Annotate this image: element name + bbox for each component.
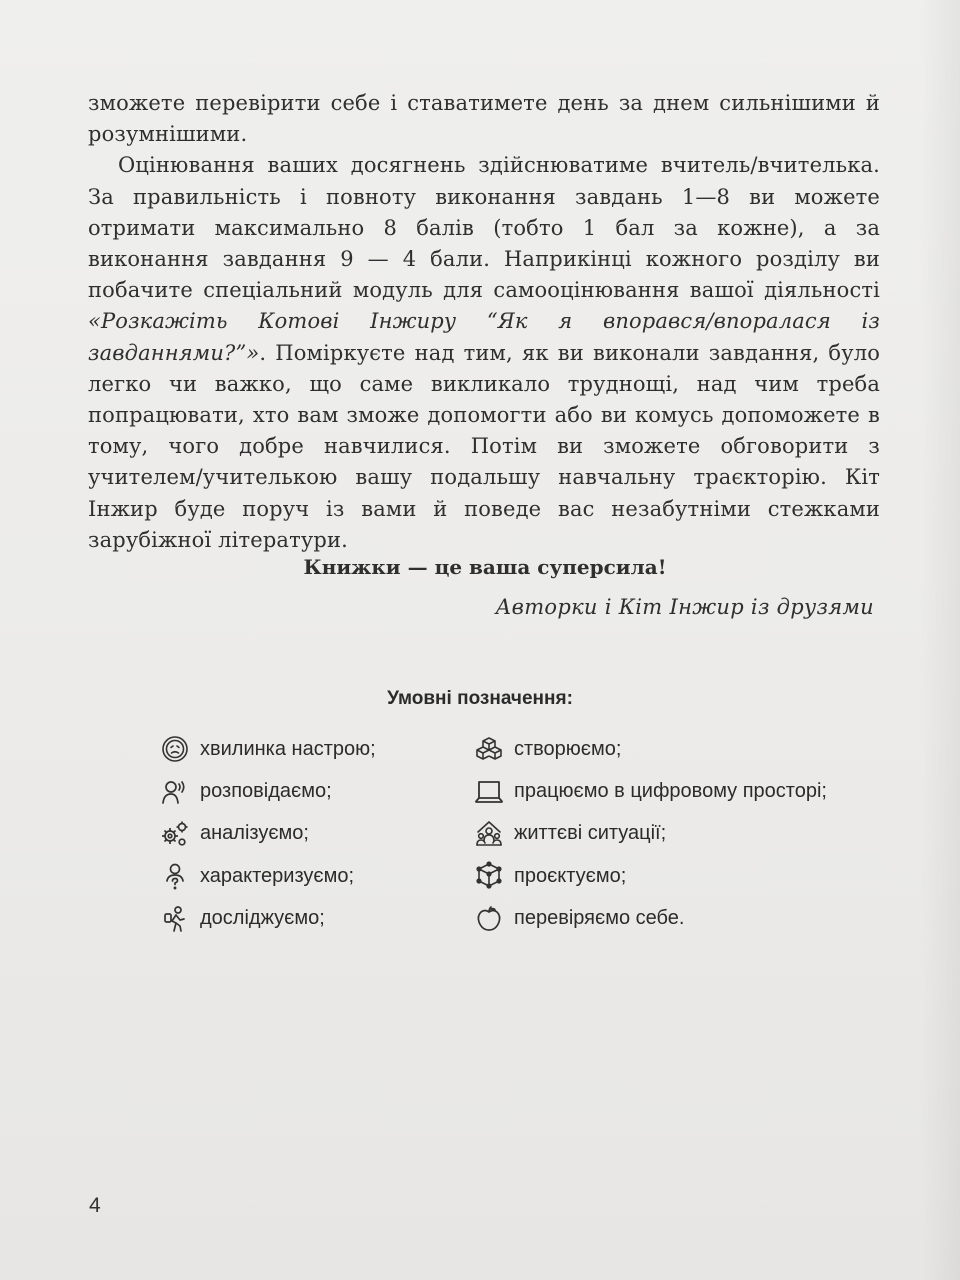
- motto: Книжки — це ваша суперсила!: [303, 555, 667, 579]
- legend-label: характеризуємо;: [200, 864, 355, 887]
- legend-item: [474, 728, 827, 770]
- paragraph-1: зможете перевірити себе і ставатимете день за днем сильнішими й розумнішими.: [88, 91, 880, 147]
- legend-item: [474, 813, 827, 855]
- legend-item: [160, 898, 376, 940]
- paragraph-2-part-b: . Поміркуєте над тим, як ви виконали завдання, було легко чи важко, що саме викликало труднощі, над чим треба попрацювати, хто вам зможе допомогти або ви комусь допоможете в тому, чого добре навчилися. Потім ви зможете обговорити з учителем/учителькою вашу подальшу навчальну траєкторію. Кіт Інжир буде поруч із вами й поведе вас незабутніми стежками зарубіжної літератури.: [88, 340, 880, 552]
- legend-item: [160, 728, 376, 770]
- legend-item: [474, 855, 827, 897]
- network-cube-icon: [474, 861, 504, 891]
- explorer-icon: [160, 904, 190, 934]
- body-text: [88, 88, 880, 556]
- page-number: 4: [89, 1194, 101, 1217]
- legend-label: проєктуємо;: [514, 864, 627, 887]
- legend-label: досліджуємо;: [200, 907, 325, 930]
- check-apple-icon: [474, 904, 504, 934]
- legend-label: перевіряємо себе.: [514, 907, 685, 930]
- legend-item: [160, 770, 376, 812]
- paragraph-2-part-a: Оцінювання ваших досягнень здійснюватиме вчитель/вчителька. За правильність і повноту виконання завдань 1—8 ви можете отримати максимально 8 балів (тобто 1 бал за кожне), а за виконання завдання 9 — 4 бали. Наприкінці кожного розділу ви побачите спеціальний модуль для самооцінювання вашої діяльності: [88, 153, 880, 303]
- person-question-icon: [160, 861, 190, 891]
- legend-label: розповідаємо;: [200, 780, 332, 803]
- legend-item: [474, 898, 827, 940]
- mood-face-icon: [160, 734, 190, 764]
- legend-item: [160, 855, 376, 897]
- legend-column-left: [160, 728, 376, 940]
- legend-column-right: [474, 728, 827, 940]
- cubes-icon: [474, 734, 504, 764]
- legend-label: аналізуємо;: [200, 822, 309, 845]
- speaking-person-icon: [160, 777, 190, 807]
- paragraph-2-italic: «Розкажіть Котові Інжиру “Як я впорався/впоралася із завданнями?”»: [88, 309, 880, 365]
- legend-label: працюємо в цифровому просторі;: [514, 780, 827, 803]
- gears-icon: [160, 819, 190, 849]
- paragraph-2: [88, 150, 880, 556]
- legend-item: [474, 770, 827, 812]
- legend-label: створюємо;: [514, 737, 622, 760]
- legend-item: [160, 813, 376, 855]
- laptop-icon: [474, 777, 504, 807]
- legend-title: Умовні позначення:: [387, 688, 573, 709]
- legend-label: хвилинка настрою;: [200, 737, 376, 760]
- signature: Авторки і Кіт Інжир із друзями: [495, 595, 874, 619]
- page-edge-shadow: [920, 0, 960, 1280]
- people-group-icon: [474, 819, 504, 849]
- legend-label: життєві ситуації;: [514, 822, 667, 845]
